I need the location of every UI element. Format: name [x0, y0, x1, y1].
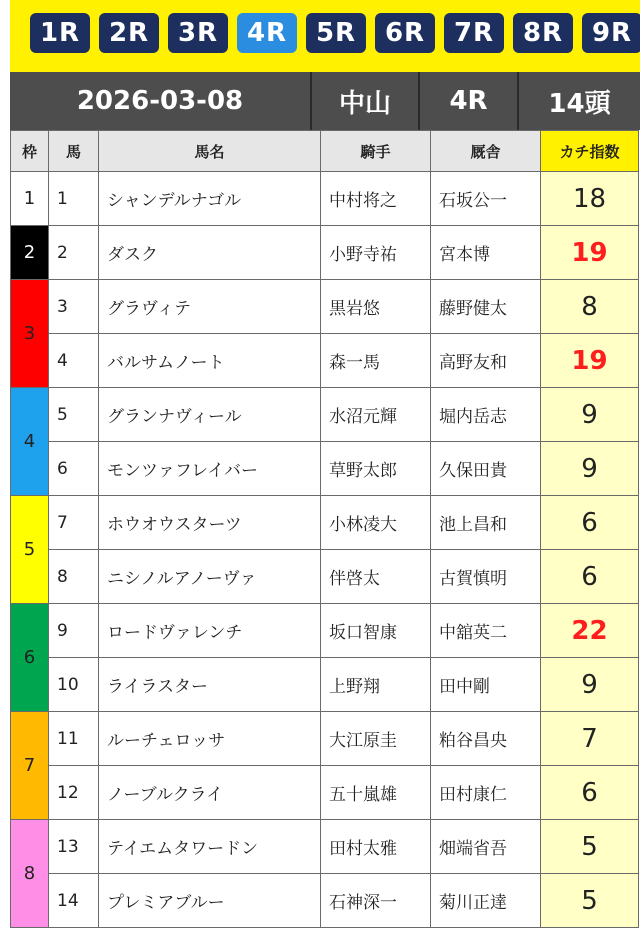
uma-number: 12	[49, 766, 99, 820]
jockey-name: 上野翔	[321, 658, 431, 712]
kachi-index: 9	[541, 442, 639, 496]
kachi-index: 6	[541, 496, 639, 550]
horse-name: ホウオウスターツ	[99, 496, 321, 550]
kachi-index: 6	[541, 550, 639, 604]
horse-name: ダスク	[99, 226, 321, 280]
waku-cell: 8	[11, 820, 49, 928]
trainer-name: 田中剛	[431, 658, 541, 712]
col-name: 馬名	[99, 131, 321, 172]
race-number: 4R	[420, 72, 519, 130]
kachi-index: 5	[541, 820, 639, 874]
uma-number: 8	[49, 550, 99, 604]
tab-3r[interactable]: 3R	[168, 13, 228, 53]
uma-number: 5	[49, 388, 99, 442]
table-row[interactable]	[11, 766, 639, 820]
kachi-index: 18	[541, 172, 639, 226]
jockey-name: 石神深一	[321, 874, 431, 928]
trainer-name: 粕谷昌央	[431, 712, 541, 766]
tab-2r[interactable]: 2R	[99, 13, 159, 53]
uma-number: 7	[49, 496, 99, 550]
uma-number: 1	[49, 172, 99, 226]
kachi-index: 19	[541, 334, 639, 388]
uma-number: 4	[49, 334, 99, 388]
tab-5r[interactable]: 5R	[306, 13, 366, 53]
table-row[interactable]	[11, 496, 639, 550]
uma-number: 11	[49, 712, 99, 766]
table-row[interactable]	[11, 820, 639, 874]
horse-name: グラヴィテ	[99, 280, 321, 334]
trainer-name: 石坂公一	[431, 172, 541, 226]
jockey-name: 水沼元輝	[321, 388, 431, 442]
jockey-name: 黒岩悠	[321, 280, 431, 334]
uma-number: 6	[49, 442, 99, 496]
table-row[interactable]	[11, 226, 639, 280]
trainer-name: 古賀慎明	[431, 550, 541, 604]
horse-name: テイエムタワードン	[99, 820, 321, 874]
trainer-name: 久保田貴	[431, 442, 541, 496]
col-jockey: 騎手	[321, 131, 431, 172]
col-uma: 馬	[49, 131, 99, 172]
horse-name: バルサムノート	[99, 334, 321, 388]
tab-6r[interactable]: 6R	[375, 13, 435, 53]
jockey-name: 伴啓太	[321, 550, 431, 604]
waku-cell: 3	[11, 280, 49, 388]
col-trainer: 厩舎	[431, 131, 541, 172]
horse-name: プレミアブルー	[99, 874, 321, 928]
kachi-index: 5	[541, 874, 639, 928]
horse-name: ロードヴァレンチ	[99, 604, 321, 658]
table-row[interactable]	[11, 712, 639, 766]
uma-number: 14	[49, 874, 99, 928]
waku-cell: 6	[11, 604, 49, 712]
kachi-index: 19	[541, 226, 639, 280]
jockey-name: 小野寺祐	[321, 226, 431, 280]
race-venue: 中山	[312, 72, 420, 130]
table-row[interactable]	[11, 442, 639, 496]
race-tab-bar	[10, 0, 640, 72]
jockey-name: 小林凌大	[321, 496, 431, 550]
jockey-name: 中村将之	[321, 172, 431, 226]
jockey-name: 森一馬	[321, 334, 431, 388]
tab-8r[interactable]: 8R	[513, 13, 573, 53]
jockey-name: 大江原圭	[321, 712, 431, 766]
col-waku: 枠	[11, 131, 49, 172]
trainer-name: 中舘英二	[431, 604, 541, 658]
waku-cell: 5	[11, 496, 49, 604]
trainer-name: 菊川正達	[431, 874, 541, 928]
uma-number: 13	[49, 820, 99, 874]
table-header-row	[11, 131, 639, 172]
trainer-name: 田村康仁	[431, 766, 541, 820]
race-date: 2026-03-08	[10, 72, 312, 130]
waku-cell: 1	[11, 172, 49, 226]
tab-7r[interactable]: 7R	[444, 13, 504, 53]
kachi-index: 9	[541, 658, 639, 712]
horse-count: 14頭	[548, 88, 611, 119]
kachi-index: 6	[541, 766, 639, 820]
waku-cell: 7	[11, 712, 49, 820]
table-row[interactable]	[11, 658, 639, 712]
kachi-index: 22	[541, 604, 639, 658]
table-row[interactable]	[11, 388, 639, 442]
trainer-name: 藤野健太	[431, 280, 541, 334]
uma-number: 9	[49, 604, 99, 658]
uma-number: 2	[49, 226, 99, 280]
col-kachi: カチ指数	[541, 131, 639, 172]
table-row[interactable]	[11, 334, 639, 388]
horse-name: ライラスター	[99, 658, 321, 712]
jockey-name: 田村太雅	[321, 820, 431, 874]
kachi-index: 9	[541, 388, 639, 442]
trainer-name: 池上昌和	[431, 496, 541, 550]
uma-number: 3	[49, 280, 99, 334]
horse-name: ノーブルクライ	[99, 766, 321, 820]
table-row[interactable]	[11, 550, 639, 604]
uma-number: 10	[49, 658, 99, 712]
horse-name: シャンデルナゴル	[99, 172, 321, 226]
waku-cell: 4	[11, 388, 49, 496]
trainer-name: 宮本博	[431, 226, 541, 280]
tab-1r[interactable]: 1R	[30, 13, 90, 53]
trainer-name: 畑端省吾	[431, 820, 541, 874]
race-tabs	[30, 13, 640, 53]
entry-table	[10, 130, 639, 928]
tab-9r[interactable]: 9R	[582, 13, 640, 53]
tab-4r[interactable]: 4R	[237, 13, 297, 53]
race-header	[10, 72, 640, 130]
table-row[interactable]	[11, 172, 639, 226]
waku-cell: 2	[11, 226, 49, 280]
horse-name: ニシノルアノーヴァ	[99, 550, 321, 604]
jockey-name: 坂口智康	[321, 604, 431, 658]
horse-name: モンツァフレイバー	[99, 442, 321, 496]
table-row[interactable]	[11, 874, 639, 928]
horse-name: ルーチェロッサ	[99, 712, 321, 766]
trainer-name: 高野友和	[431, 334, 541, 388]
table-row[interactable]	[11, 280, 639, 334]
kachi-index: 8	[541, 280, 639, 334]
kachi-index: 7	[541, 712, 639, 766]
jockey-name: 草野太郎	[321, 442, 431, 496]
trainer-name: 堀内岳志	[431, 388, 541, 442]
jockey-name: 五十嵐雄	[321, 766, 431, 820]
entry-rows	[11, 172, 639, 928]
table-row[interactable]	[11, 604, 639, 658]
horse-name: グランナヴィール	[99, 388, 321, 442]
